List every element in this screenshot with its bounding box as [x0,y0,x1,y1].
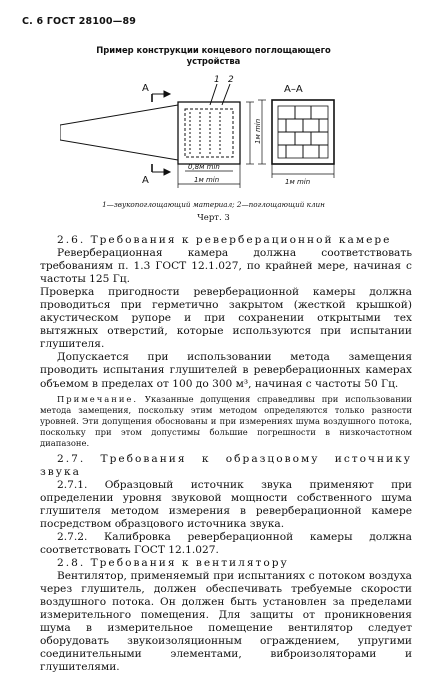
figure-legend: 1—звукопоглощающий материал; 2—поглощающий клин [102,200,325,209]
section-2-6 [40,234,412,674]
figure-number: Черт. 3 [197,213,230,223]
dim-1m-vertical: 1м min [254,118,262,144]
section-label-a-bottom: A [142,175,149,186]
dim-1m-section-horizontal: 1м min [285,178,311,186]
callout-2: 2 [228,75,234,85]
page-header: С. 6 ГОСТ 28100—89 [22,16,137,27]
heading-2-7: 2.7. Требования к образцовому источнику звука [40,452,412,478]
paragraph: Проверка пригодности реверберационной камеры должна проводиться при герметично закрытом (жесткой крышкой) акустическом рупоре и при сохранении открытыми тех вытяжных отверстий, которые используются при испытании глушителя. [40,286,412,351]
paragraph: Вентилятор, применяемый при испытаниях с потоком воздуха через глушитель, должен обеспечивать требуемые скорости воздушного потока. Он должен быть установлен за пределами измерительного помещения. Для защиты от проникновения шума в измерительное помещение вентилятор следует оборудовать звукоизоляционным ограждением, упругими соединительными элементами, виброизоляторами и глушителями. [40,570,412,674]
section-title: А–А [284,84,303,95]
callout-1: 1 [214,75,220,85]
section-a-a [258,100,334,178]
paragraph: 2.7.2. Калибровка реверберационной камеры должна соответствовать ГОСТ 12.1.027. [40,530,412,556]
heading-2-8: 2.8. Требования к вентилятору [57,556,289,569]
dim-08m: 0,8м min [188,163,220,171]
heading-2-6: 2.6. Требования к реверберационной камере [57,234,392,246]
paragraph: Допускается при использовании метода замещения проводить испытания глушителей в реверберационных камерах объемом в пределах от 100 до 300 м³, начиная с частоты 50 Гц. [40,351,412,390]
note-text: Указанные допущения справедливы при использовании метода замещения, поскольку этим методом определяются только разности уровней. Эти допущения обоснованы и при измерениях шума воздушного потока, поскольку при этом допустимы большие погрешности в низкочастотном диапазоне. [40,393,412,449]
dim-1m-horizontal: 1м min [194,176,220,184]
paragraph: Реверберационная камера должна соответствовать требованиям п. 1.3 ГОСТ 12.1.027, по крайней мере, начиная с частоты 125 Гц. [40,247,412,286]
section-label-a-top: A [142,83,149,94]
figure-caption-line2: устройства [186,56,241,66]
figure-drawing [60,72,360,200]
note [40,394,412,450]
figure-caption: Пример конструкции концевого поглощающего [96,45,331,55]
paragraph: 2.7.1. Образцовый источник звука применяют при определении уровня звуковой мощности собственного шума глушителя методом измерения в реверберационной камере посредством образцового источника звука. [40,478,412,530]
horn-side-view [60,84,254,188]
note-label: Примечание. [57,393,139,404]
